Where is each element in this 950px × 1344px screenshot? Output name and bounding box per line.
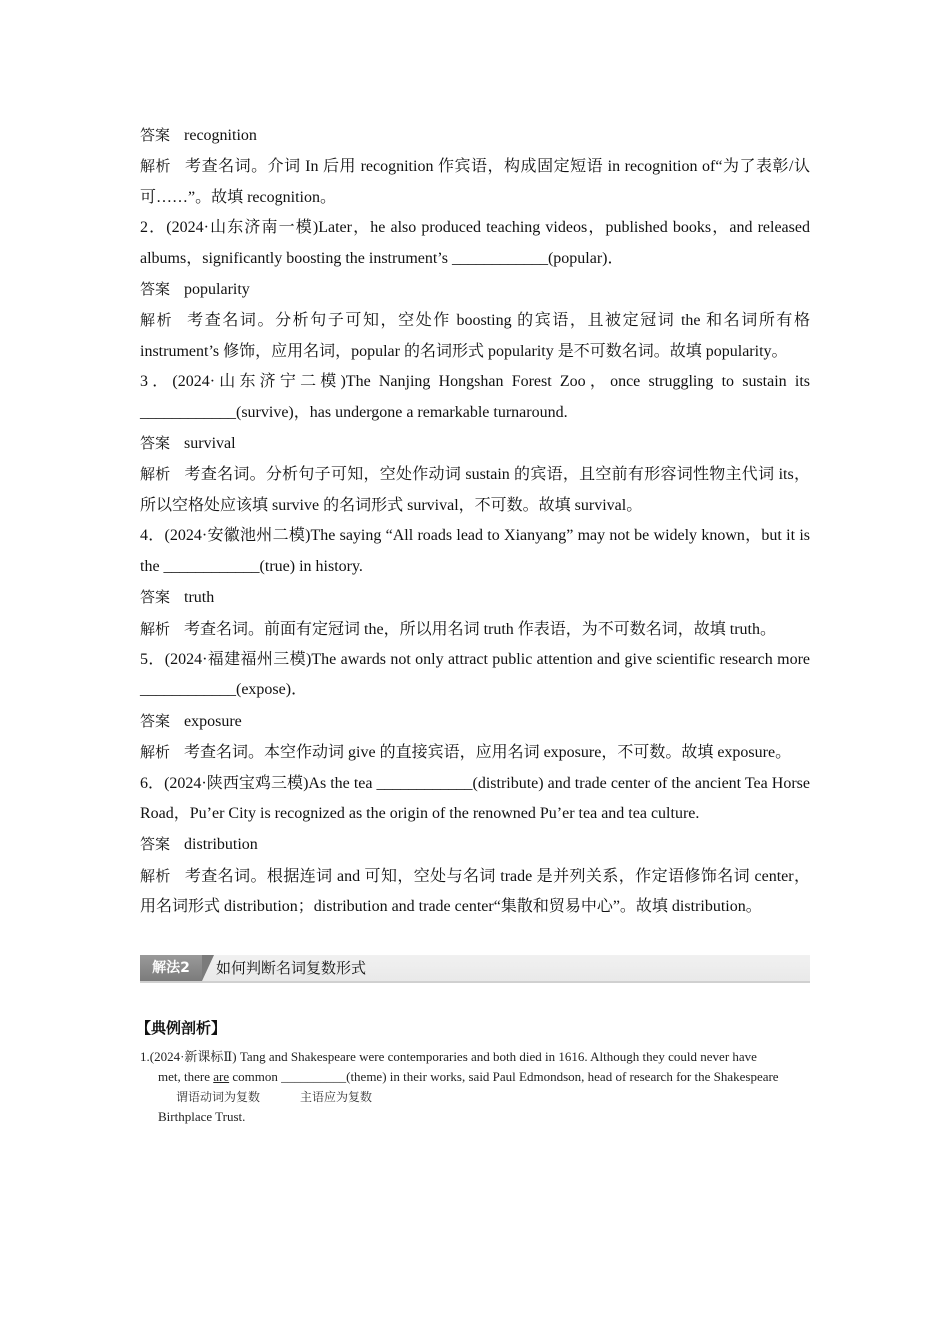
question-line: 5．(2024·福建福州三模)The awards not only attract public attention and give scientific research more ____________(expose)． xyxy=(140,650,810,699)
example-blank: __________ xyxy=(281,1068,347,1084)
answer-label: 答案 xyxy=(140,711,171,730)
explanation-label: 解析 xyxy=(140,311,174,330)
annotation-row xyxy=(140,1087,810,1107)
example-line: Birthplace Trust. xyxy=(158,1108,246,1124)
example-hint: (theme) xyxy=(346,1068,387,1084)
section-header xyxy=(140,955,810,983)
answer-line xyxy=(140,120,810,151)
question-line: 4．(2024·安徽池州二模)The saying “All roads lead to Xianyang” may not be widely known，but it is the ____________(true) in history. xyxy=(140,527,810,575)
section-tag: 解法2 xyxy=(140,955,202,981)
answer-line xyxy=(140,582,810,613)
answer-label: 答案 xyxy=(140,126,171,144)
explanation-line xyxy=(140,861,810,923)
example-block xyxy=(140,1047,810,1127)
answer-text: truth xyxy=(184,589,215,607)
explanation-line xyxy=(140,459,810,521)
explanation-text: 考查名词。本空作动词 give 的直接宾语，应用名词 exposure，不可数。故填 exposure。 xyxy=(184,744,792,762)
annotation-verb: 谓语动词为复数 xyxy=(176,1089,261,1104)
answer-text: exposure xyxy=(184,712,242,730)
explanation-label: 解析 xyxy=(140,157,172,176)
example-text: common xyxy=(229,1068,282,1084)
example-text: in their works, said Paul Edmondson, head of research for the Shakespeare xyxy=(386,1068,779,1084)
answer-text: popularity xyxy=(184,281,250,299)
question-line: 6．(2024·陕西宝鸡三模)As the tea ____________(distribute) and trade center of the ancient Tea Horse Road，Pu’er City is recognized as the origin of the renowned Pu’er tea and tea culture. xyxy=(140,774,810,822)
answer-label: 答案 xyxy=(140,280,171,299)
explanation-line xyxy=(140,305,810,367)
answer-label: 答案 xyxy=(140,588,171,607)
explanation-label: 解析 xyxy=(140,743,171,762)
question-line: 2．(2024·山东济南一模)Later，he also produced teaching videos，published books，and released albums，significantly boosting the instrument’s ____________(popular)． xyxy=(140,219,810,267)
explanation-line xyxy=(140,151,810,213)
explanation-label: 解析 xyxy=(140,465,171,484)
explanation-label: 解析 xyxy=(140,619,171,638)
example-line xyxy=(140,1067,810,1087)
explanation-text: 考查名词。前面有定冠词 the，所以用名词 truth 作表语，为不可数名词，故填 truth。 xyxy=(184,620,777,638)
answer-text: recognition xyxy=(184,127,257,144)
explanation-text: 考查名词。分析句子可知，空处作 boosting 的宾语，且被定冠词 the 和名词所有格 instrument’s 修饰，应用名词，popular 的名词形式 popularity 是不可数名词。故填 popularity。 xyxy=(140,312,810,360)
answer-label: 答案 xyxy=(140,434,171,453)
explanation-text: 考查名词。介词 In 后用 recognition 作宾语，构成固定短语 in recognition of“为了表彰/认可……”。故填 recognition。 xyxy=(140,158,810,206)
explanation-line xyxy=(140,614,810,645)
document-page xyxy=(136,120,810,1127)
explanation-label: 解析 xyxy=(140,866,171,885)
question-line: 3．(2024·山东济宁二模)The Nanjing Hongshan Forest Zoo，once struggling to sustain its ____________(survive)，has undergone a remarkable turnaround. xyxy=(140,373,810,421)
answer-text: distribution xyxy=(184,836,258,854)
answer-line xyxy=(140,428,810,459)
explanation-text: 考查名词。根据连词 and 可知，空处与名词 trade 是并列关系，作定语修饰名词 center，用名词形式 distribution；distribution and trade center“集散和贸易中心”。故填 distribution。 xyxy=(140,867,810,916)
section-title: 如何判断名词复数形式 xyxy=(216,958,367,977)
answer-label: 答案 xyxy=(140,835,171,854)
explanation-text: 考查名词。分析句子可知，空处作动词 sustain 的宾语，且空前有形容词性物主代词 its，所以空格处应该填 survive 的名词形式 survival，不可数。故填 survival。 xyxy=(140,466,810,514)
example-line: 1.(2024·新课标Ⅱ) Tang and Shakespeare were contemporaries and both died in 1616. Although they could never have xyxy=(140,1048,757,1064)
verb-are: are xyxy=(213,1068,230,1084)
section-tag-notch xyxy=(202,955,214,981)
examples-heading: 【典例剖析】 xyxy=(136,1018,227,1037)
answer-line xyxy=(140,706,810,737)
annotation-subject: 主语应为复数 xyxy=(300,1089,373,1104)
explanation-line xyxy=(140,737,810,768)
answer-text: survival xyxy=(184,435,236,453)
example-text: met, there xyxy=(158,1068,214,1084)
answer-line xyxy=(140,274,810,305)
answer-line xyxy=(140,829,810,860)
